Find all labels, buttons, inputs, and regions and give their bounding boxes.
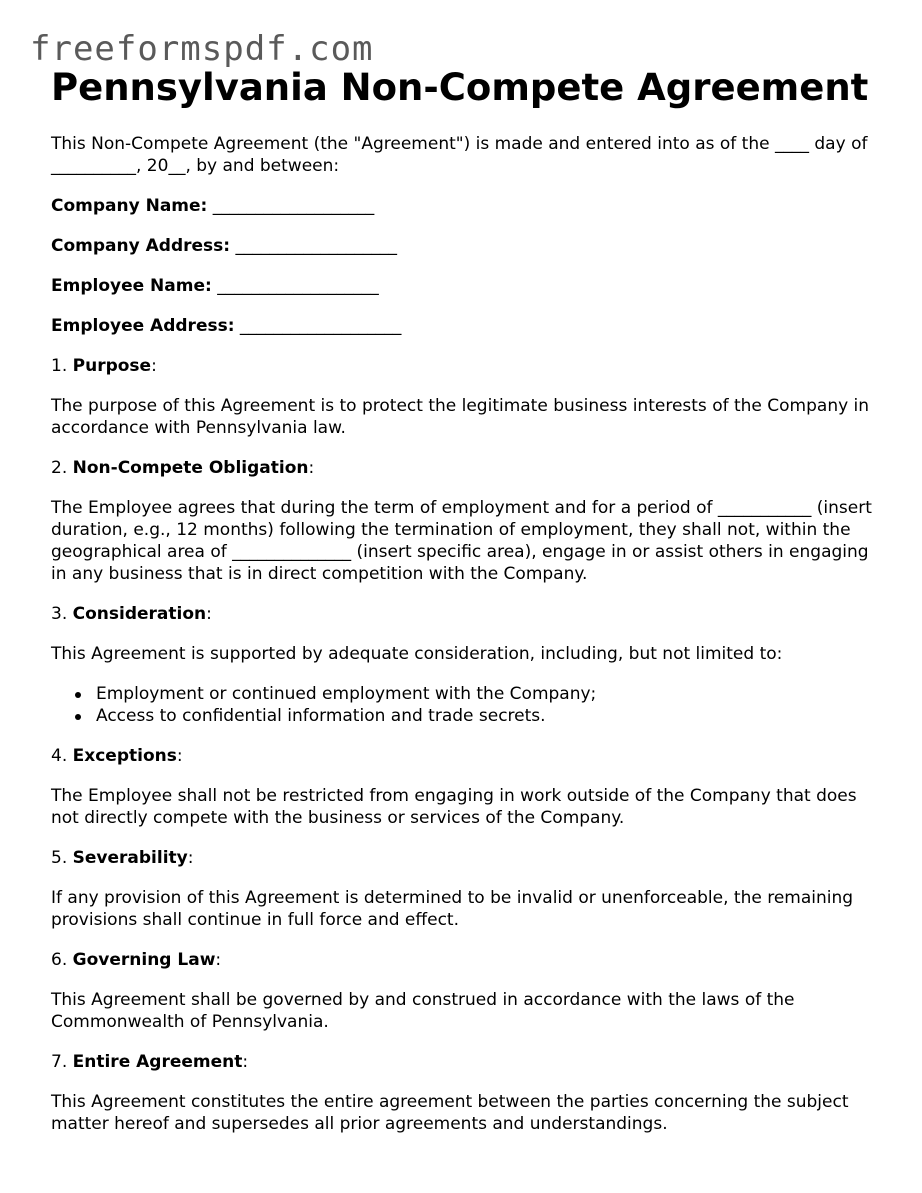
field-company-name bbox=[51, 195, 876, 217]
section-heading-governing-law: 6. Governing Law: bbox=[51, 950, 222, 970]
section-heading-consideration: 3. Consideration: bbox=[51, 604, 212, 624]
section-body-governing-law: This Agreement shall be governed by and construed in accordance with the laws of the Commonwealth of Pennsylvania. bbox=[51, 990, 795, 1032]
section-number: 5. bbox=[51, 848, 68, 868]
section-body-consideration: This Agreement is supported by adequate consideration, including, but not limited to: bbox=[51, 644, 783, 664]
section-heading-exceptions: 4. Exceptions: bbox=[51, 746, 183, 766]
list-item: Access to confidential information and trade secrets. bbox=[96, 705, 876, 727]
section-body-purpose: The purpose of this Agreement is to protect the legitimate business interests of the Company in accordance with Pennsylvania law. bbox=[51, 396, 870, 438]
section-heading-severability: 5. Severability: bbox=[51, 848, 194, 868]
section-title: Severability bbox=[72, 848, 188, 868]
blank-line: ___________________ bbox=[217, 276, 379, 296]
section-number: 6. bbox=[51, 950, 68, 970]
section-heading-purpose: 1. Purpose: bbox=[51, 356, 157, 376]
section-heading-non-compete: 2. Non-Compete Obligation: bbox=[51, 458, 315, 478]
section-number: 7. bbox=[51, 1052, 68, 1072]
section-body-severability: If any provision of this Agreement is determined to be invalid or unenforceable, the remaining provisions shall continue in full force and effect. bbox=[51, 888, 854, 930]
section-title: Non-Compete Obligation bbox=[72, 458, 309, 478]
field-employee-address bbox=[51, 315, 876, 337]
field-company-address bbox=[51, 235, 876, 257]
section-heading-entire-agreement: 7. Entire Agreement: bbox=[51, 1052, 249, 1072]
consideration-list bbox=[51, 683, 876, 727]
document-title: Pennsylvania Non-Compete Agreement bbox=[51, 66, 869, 109]
section-number: 2. bbox=[51, 458, 68, 478]
section-number: 4. bbox=[51, 746, 68, 766]
field-label: Employee Name: bbox=[51, 276, 212, 296]
section-title: Purpose bbox=[72, 356, 152, 376]
section-title: Consideration bbox=[72, 604, 207, 624]
section-title: Exceptions bbox=[72, 746, 177, 766]
section-number: 3. bbox=[51, 604, 68, 624]
section-body-entire-agreement: This Agreement constitutes the entire agreement between the parties concerning the subject matter hereof and supersedes all prior agreements and understandings. bbox=[51, 1092, 849, 1134]
field-label: Employee Address: bbox=[51, 316, 235, 336]
section-number: 1. bbox=[51, 356, 68, 376]
list-item: Employment or continued employment with the Company; bbox=[96, 683, 876, 705]
intro-paragraph: This Non-Compete Agreement (the "Agreement") is made and entered into as of the ____ day of __________, 20__, by and between: bbox=[51, 134, 868, 176]
field-label: Company Address: bbox=[51, 236, 231, 256]
section-body-non-compete: The Employee agrees that during the term of employment and for a period of ___________ (insert duration, e.g., 12 months) following the termination of employment, they shall not, within the geographical area of ______________ (insert specific area), engage in or assist others in engaging in any business that is in direct competition with the Company. bbox=[51, 498, 872, 584]
section-body-exceptions: The Employee shall not be restricted from engaging in work outside of the Company that does not directly compete with the business or services of the Company. bbox=[51, 786, 857, 828]
section-title: Governing Law bbox=[72, 950, 216, 970]
section-title: Entire Agreement bbox=[72, 1052, 243, 1072]
field-employee-name bbox=[51, 275, 876, 297]
field-label: Company Name: bbox=[51, 196, 208, 216]
blank-line: ___________________ bbox=[212, 196, 375, 216]
watermark: freeformspdf.com bbox=[30, 29, 374, 69]
blank-line: ___________________ bbox=[235, 236, 397, 256]
blank-line: ___________________ bbox=[239, 316, 402, 336]
document-body bbox=[51, 133, 876, 1153]
